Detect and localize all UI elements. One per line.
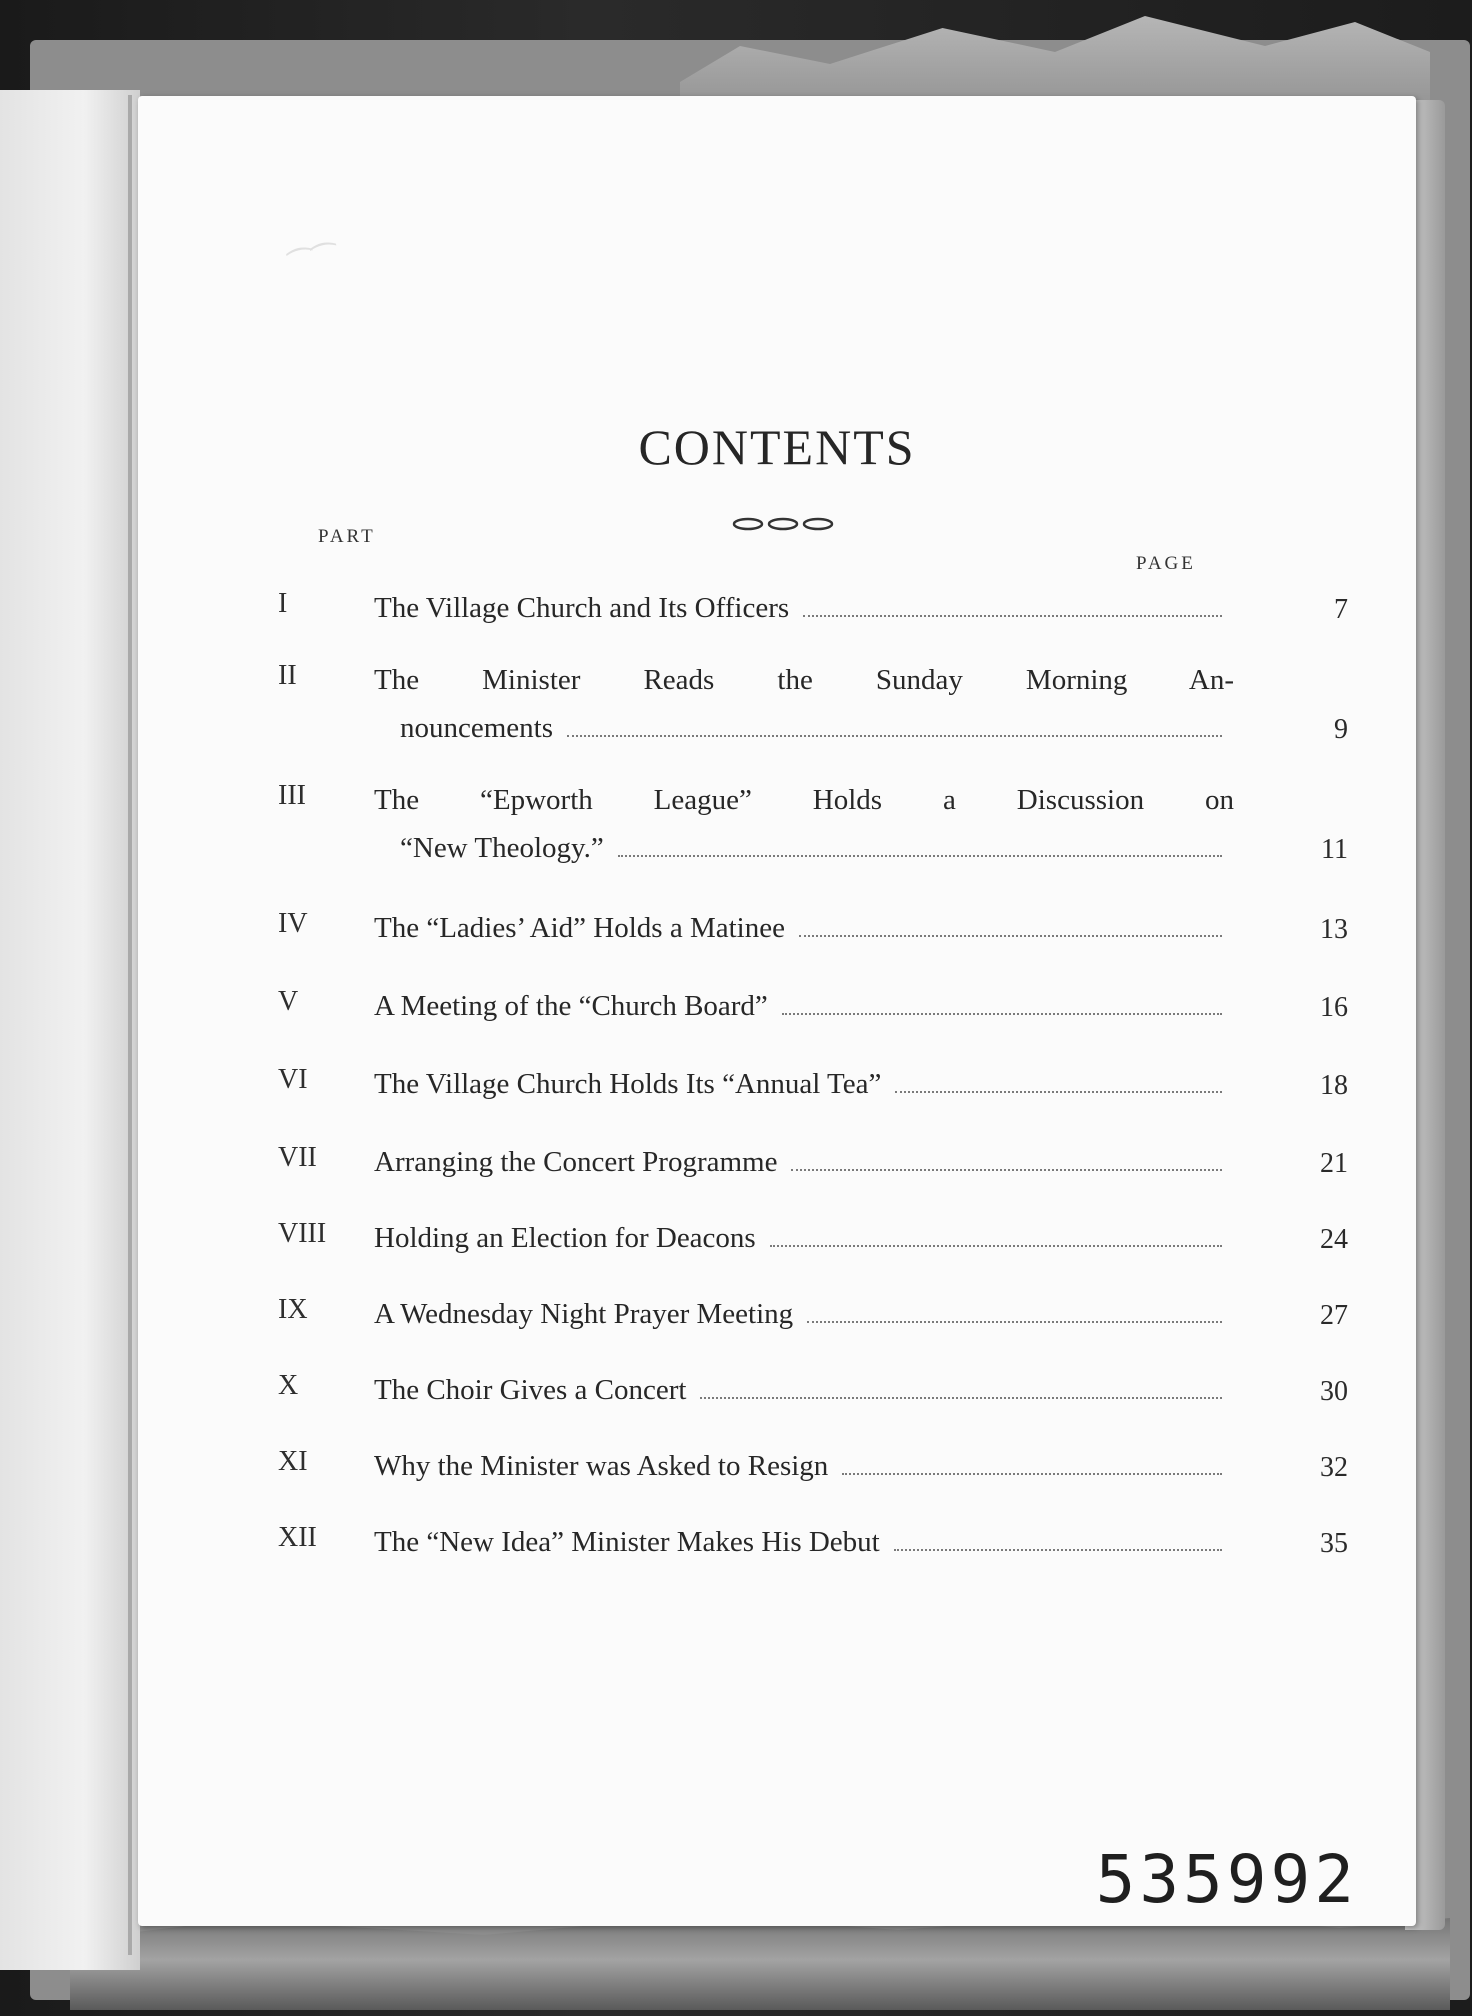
- part-numeral: IV: [278, 908, 308, 939]
- faint-pencil-mark: ⁀⁀: [286, 241, 342, 286]
- entry-title-text: A Meeting of the “Church Board”: [374, 990, 768, 1022]
- page-column-header: PAGE: [1136, 553, 1196, 574]
- part-numeral: VI: [278, 1064, 308, 1095]
- part-column-header: PART: [318, 526, 376, 547]
- entry-title-text: Why the Minister was Asked to Resign: [374, 1450, 829, 1482]
- entry-title-text: The “New Idea” Minister Makes His Debut: [374, 1526, 880, 1558]
- page-number: 35: [1320, 1528, 1348, 1559]
- entry-title-text: The Minister Reads the Sunday Morning An-: [374, 664, 1234, 696]
- entry-title-text: Arranging the Concert Programme: [374, 1146, 778, 1178]
- entry-title: [374, 1366, 1234, 1414]
- entry-title-text: The “Epworth League” Holds a Discussion on: [374, 784, 1234, 816]
- page-number: 16: [1320, 992, 1348, 1023]
- part-numeral: VIII: [278, 1218, 327, 1249]
- dot-leader: [842, 1473, 1222, 1475]
- dot-leader: [894, 1549, 1222, 1551]
- entry-title-text: Holding an Election for Deacons: [374, 1222, 756, 1254]
- dot-leader: [567, 735, 1222, 737]
- facing-page-edge: [0, 90, 140, 1970]
- entry-title: [374, 776, 1234, 872]
- page-number: 27: [1320, 1300, 1348, 1331]
- part-numeral: II: [278, 660, 297, 691]
- page-number: 13: [1320, 914, 1348, 945]
- accession-number-stamp: 535992: [1095, 1841, 1358, 1918]
- page-number: 9: [1334, 714, 1348, 745]
- part-numeral: I: [278, 588, 288, 619]
- entry-title: [374, 1138, 1234, 1186]
- entry-title: [374, 1518, 1234, 1566]
- dot-leader: [807, 1321, 1222, 1323]
- entry-title: [374, 1214, 1234, 1262]
- part-numeral: VII: [278, 1142, 317, 1173]
- page-number: 7: [1334, 594, 1348, 625]
- dot-leader: [803, 615, 1222, 617]
- dot-leader: [770, 1245, 1222, 1247]
- binding-crease: [128, 95, 132, 1955]
- entry-title: [374, 982, 1234, 1030]
- page-number: 21: [1320, 1148, 1348, 1179]
- entry-title-text: The Village Church Holds Its “Annual Tea”: [374, 1068, 882, 1100]
- entry-title: [374, 1442, 1234, 1490]
- entry-title: [374, 1290, 1234, 1338]
- page-number: 24: [1320, 1224, 1348, 1255]
- page-number: 30: [1320, 1376, 1348, 1407]
- part-numeral: V: [278, 986, 299, 1017]
- part-numeral: XII: [278, 1522, 317, 1553]
- entry-title: [374, 584, 1234, 632]
- dot-leader: [618, 855, 1222, 857]
- entry-title-text: The Choir Gives a Concert: [374, 1374, 687, 1406]
- entry-title-text: The “Ladies’ Aid” Holds a Matinee: [374, 912, 785, 944]
- page-title: CONTENTS: [638, 419, 916, 475]
- part-numeral: X: [278, 1370, 299, 1401]
- page-number: 18: [1320, 1070, 1348, 1101]
- dot-leader: [782, 1013, 1222, 1015]
- contents-page: [138, 96, 1416, 1926]
- dot-leader: [700, 1397, 1222, 1399]
- entry-title: [374, 904, 1234, 952]
- ornament-divider-icon: [728, 514, 838, 534]
- dot-leader: [791, 1169, 1222, 1171]
- page-number: 32: [1320, 1452, 1348, 1483]
- dot-leader: [895, 1091, 1222, 1093]
- part-numeral: XI: [278, 1446, 308, 1477]
- entry-title-text: The Village Church and Its Officers: [374, 592, 790, 624]
- entry-title-text: “New Theology.”: [400, 832, 604, 864]
- entry-title-text: A Wednesday Night Prayer Meeting: [374, 1298, 794, 1330]
- part-numeral: IX: [278, 1294, 308, 1325]
- page-number: 11: [1321, 834, 1348, 865]
- entry-title: [374, 656, 1234, 752]
- part-numeral: III: [278, 780, 306, 811]
- entry-title: [374, 1060, 1234, 1108]
- entry-title-text: nouncements: [400, 712, 554, 744]
- dot-leader: [799, 935, 1222, 937]
